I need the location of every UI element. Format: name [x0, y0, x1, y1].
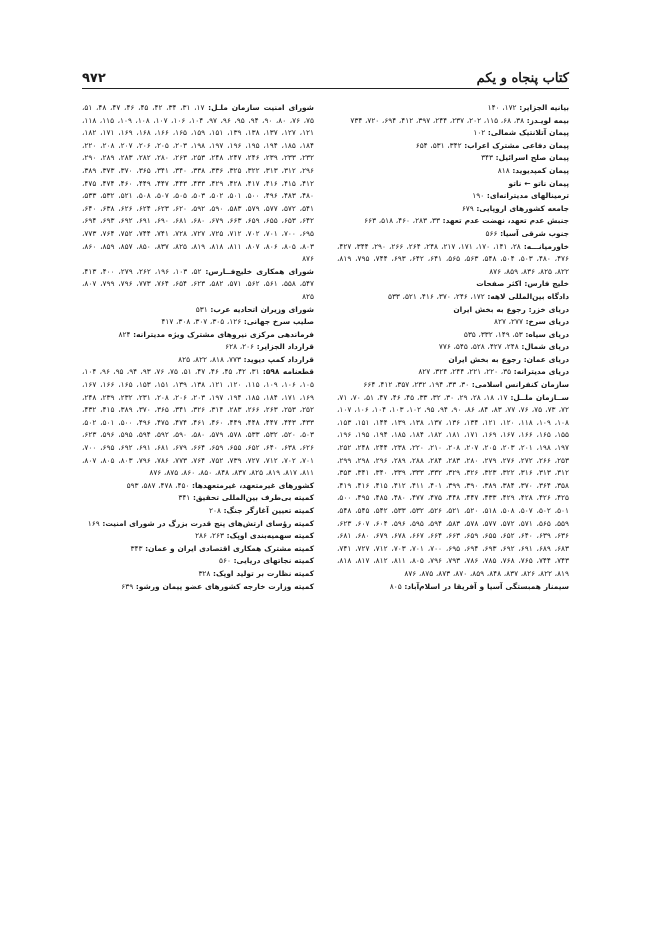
index-entry [337, 102, 569, 115]
index-entry [82, 354, 314, 367]
page-number: ۹۷۲ [82, 71, 106, 86]
index-page-numbers: ۳۸، ۶۸، ۱۱۵، ۲۰۲، ۲۳۷، ۲۴۴، ۳۹۷، ۴۱۲، ۶۹۴، ۷۲۰، ۷۳۴ [350, 115, 527, 125]
index-term: کمیته رؤسای ارتش‌های پنج قدرت بزرگ در شورای امنیت: [102, 518, 314, 528]
index-term: دریای مدیترانه: [513, 367, 569, 377]
index-entry [82, 568, 314, 581]
index-page-numbers: ۳۱، ۴۲، ۴۵، ۴۶، ۴۷، ۵۱، ۷۵، ۷۶، ۹۳، ۹۴، ۹۵، ۹۶، ۱۰۴، ۱۰۵، ۱۰۶، ۱۰۹، ۱۱۵، ۱۲۰، ۱۲۱، ۱۳۸، ۱۳۹، ۱۵۱، ۱۵۳، ۱۶۵، ۱۶۶، ۱۶۷، ۱۶۹، ۱۷۱، ۱۸۴، ۱۸۵، ۱۹۴، ۱۹۷، ۲۰۳، ۲۰۶، ۲۰۸، ۲۳۱، ۲۳۲، ۲۳۹، ۲۴۸، ۲۵۲، ۲۵۳، ۲۶۳، ۲۶۶، ۲۸۳، ۳۱۴، ۳۲۶، ۳۴۱، ۳۶۵، ۳۷۰، ۳۸۹، ۴۱۵، ۴۳۲، ۴۳۳، ۴۴۳، ۴۴۷، ۴۴۸، ۴۴۹، ۴۶۰، ۴۶۱، ۴۷۴، ۴۷۵، ۴۹۶، ۵۰۰، ۵۰۱، ۵۰۲، ۵۰۳، ۵۲۰، ۵۳۲، ۵۳۳، ۵۷۸، ۵۷۹، ۵۸۰، ۵۹۰، ۵۹۲، ۵۹۴، ۵۹۵، ۵۹۶، ۶۲۳، ۶۲۶، ۶۳۸، ۶۴۰، ۶۵۲، ۶۵۵، ۶۵۹، ۶۶۴، ۶۷۹، ۶۸۱، ۶۹۱، ۶۹۲، ۶۹۵، ۷۰۰، ۷۰۱، ۷۰۲، ۷۱۲، ۷۲۷، ۷۳۹، ۷۵۲، ۷۶۴، ۷۷۳، ۷۸۶، ۷۹۶، ۸۰۳، ۸۰۵، ۸۰۷، ۸۱۱، ۸۱۷، ۸۱۹، ۸۲۵، ۸۳۷، ۸۴۸، ۸۵۰، ۸۶۰، ۸۷۵، ۸۷۶ [82, 367, 314, 478]
index-entry [337, 215, 569, 228]
index-entry [337, 366, 569, 379]
index-term: پیمان آتلانتیک شمالی: [487, 128, 569, 138]
index-term: دریای سیاه: [525, 329, 569, 339]
index-term: سیمنار همبستگی آسیا و آفریقا در اسلام‌آباد: [404, 581, 569, 591]
index-entry [82, 555, 314, 568]
index-term: کمیته نجاتهای دریایی: [233, 556, 314, 566]
index-term: سازمان کنفرانس اسلامی: [471, 380, 569, 390]
index-term: قطعنامه ۵۹۸: [262, 367, 314, 377]
index-column-right [337, 102, 569, 593]
index-entry [337, 392, 569, 581]
index-entry [337, 190, 569, 203]
index-term: قرارداد الجزایر: [256, 342, 314, 352]
index-entry [82, 581, 314, 594]
index-term: بیانیه الجزایر: [519, 103, 569, 112]
index-term: کمیته مشترک همکاری اقتصادی ایران و عمان: [145, 543, 314, 553]
index-page-numbers: ۳۳، ۲۸۳، ۴۶۰، ۵۱۸، ۶۶۳ [364, 216, 443, 226]
index-entry [82, 480, 314, 493]
index-entry [337, 379, 569, 392]
index-page-numbers: ۳۴۲، ۵۳۱، ۶۵۴ [415, 140, 465, 150]
index-page-numbers: ۸۲۴ [118, 329, 134, 339]
index-page-numbers: ۲۰۸ [209, 506, 224, 515]
index-term: ترمینالهای مدیترانه‌ای: [486, 191, 569, 201]
index-page-numbers: ۲۷۷، ۸۲۷ [494, 317, 526, 327]
index-page-numbers: ۱۷۲، ۲۴۶، ۳۷۰، ۴۱۶، ۵۲۱، ۵۳۳ [387, 291, 488, 301]
index-entry [82, 102, 314, 266]
index-entry [337, 127, 569, 140]
index-term: خلیج فارس: اکثر صفحات [476, 279, 569, 289]
index-entry [82, 543, 314, 556]
index-columns [82, 102, 569, 593]
index-page-numbers: ۱۷۲، ۱۴۰ [487, 103, 520, 112]
index-page-numbers: ۵۶۶ [485, 228, 501, 238]
index-term: پیمان کمپدیوید: [512, 165, 569, 175]
page-header [82, 66, 569, 89]
index-term: بیمه لویـدز: [526, 115, 569, 125]
index-page-numbers: ۶۷۹ [461, 203, 477, 213]
index-term: جنوب شرقی آسیا: [500, 228, 569, 238]
index-term: شورای امنیت سازمان ملـل: [208, 103, 314, 112]
index-term: دریای سرخ: [525, 317, 569, 327]
index-page-numbers: ۳۴۳ [481, 153, 496, 163]
index-entry [337, 178, 569, 191]
index-entry [82, 505, 314, 518]
index-term: قرارداد کمپ دیوید: [243, 354, 314, 364]
index-term: ســازمان ملــل: [510, 392, 569, 402]
index-entry [82, 329, 314, 342]
index-page-numbers: ۳۴۱ [178, 493, 193, 503]
index-entry [337, 228, 569, 241]
index-page-numbers: ۱۷، ۳۱، ۳۴، ۴۲، ۴۵، ۴۶، ۴۷، ۴۸، ۵۱، ۷۵، ۷۶، ۸۰، ۹۰، ۹۴، ۹۵، ۹۶، ۹۷، ۱۰۴، ۱۰۶، ۱۰۷، ۱۰۸، ۱۰۹، ۱۱۵، ۱۱۸، ۱۲۱، ۱۲۷، ۱۳۷، ۱۳۸، ۱۳۹، ۱۵۱، ۱۵۹، ۱۶۵، ۱۶۶، ۱۶۸، ۱۶۹، ۱۷۱، ۱۸۲، ۱۸۴، ۱۸۵، ۱۹۴، ۱۹۵، ۱۹۶، ۱۹۷، ۱۹۸، ۲۰۳، ۲۰۵، ۲۰۶، ۲۰۷، ۲۰۸، ۲۲۰، ۲۳۲، ۲۳۳، ۲۳۹، ۲۴۶، ۲۴۷، ۲۴۸، ۲۵۳، ۲۶۳، ۲۸۰، ۲۸۲، ۲۸۳، ۲۸۹، ۲۹۰، ۲۹۶، ۳۱۲، ۳۱۳، ۳۲۲، ۳۲۵، ۳۳۶، ۳۳۸، ۳۴۰، ۳۴۱، ۳۶۵، ۳۷۰، ۳۷۳، ۳۸۹، ۴۱۲، ۴۱۵، ۴۱۶، ۴۱۷، ۴۲۸، ۴۲۹، ۴۳۳، ۴۴۳، ۴۴۷، ۴۴۹، ۴۶۰، ۴۷۴، ۴۷۵، ۴۸۰، ۴۸۳، ۴۹۶، ۵۰۰، ۵۰۱، ۵۰۲، ۵۰۳، ۵۰۵، ۵۰۷، ۵۰۸، ۵۲۱، ۵۳۲، ۵۳۳، ۵۴۱، ۵۷۲، ۵۷۷، ۵۷۹، ۵۸۳، ۵۹۰، ۵۹۲، ۶۲۰، ۶۲۳، ۶۲۴، ۶۲۶، ۶۳۸، ۶۴۰، ۶۴۲، ۶۵۳، ۶۵۵، ۶۵۹، ۶۶۳، ۶۷۹، ۶۸۰، ۶۸۱، ۶۹۰، ۶۹۱، ۶۹۲، ۶۹۳، ۶۹۴، ۶۹۵، ۷۰۰، ۷۰۱، ۷۰۲، ۷۱۲، ۷۲۵، ۷۲۷، ۷۲۸، ۷۴۱، ۷۴۴، ۷۵۲، ۷۶۴، ۷۷۳، ۸۰۳، ۸۰۵، ۸۰۶، ۸۰۷، ۸۱۱، ۸۱۸، ۸۱۹، ۸۲۵، ۸۳۷، ۸۵۰، ۸۵۷، ۸۵۹، ۸۶۰، ۸۷۶ [82, 103, 314, 264]
index-entry [337, 316, 569, 329]
index-page-numbers: ۷۷۳، ۸۱۸، ۸۲۲، ۸۲۵ [178, 354, 244, 364]
index-entry [82, 530, 314, 543]
index-term: کمیته سهمیه‌بندی اوپک: [226, 531, 314, 541]
index-page-numbers: ۲۸، ۱۴۱، ۱۷۰، ۱۷۱، ۲۱۷، ۲۴۸، ۲۶۴، ۲۶۶، ۲۹۰، ۳۴۴، ۴۲۷، ۴۷۶، ۴۸۰، ۵۰۳، ۵۰۴، ۵۴۸، ۵۶۳، ۵۶۵، ۶۴۱، ۶۴۲، ۶۹۳، ۷۴۴، ۷۹۵، ۸۱۹، ۸۲۲، ۸۲۵، ۸۳۶، ۸۵۹، ۸۷۶ [337, 241, 569, 276]
index-entry [337, 341, 569, 354]
index-entry [337, 203, 569, 216]
index-term: جنبش عدم تعهد، نهضت عدم تعهد: [442, 216, 569, 226]
book-title: کتاب پنجاه و یکم [476, 71, 569, 86]
index-entry [337, 165, 569, 178]
index-entry [337, 115, 569, 128]
index-page-numbers: ۱۶۹ [87, 518, 103, 528]
index-term: دادگاه بین‌المللی لاهه: [487, 291, 569, 301]
index-page-numbers: ۲۶۳، ۲۸۶ [195, 531, 227, 541]
index-page-numbers: ۵۳۱ [195, 304, 211, 314]
index-entry [337, 241, 569, 279]
index-entry [337, 140, 569, 153]
index-page-numbers: ۴۵۰، ۴۷۸، ۵۸۷، ۵۹۳ [126, 480, 193, 490]
index-term: فرماندهی مرکزی نیروهای مشترک ویژه مدیترانه: [133, 329, 314, 339]
index-page-numbers: ۸۰۵ [389, 581, 405, 591]
index-page-numbers: ۳۴۳ [130, 543, 146, 553]
index-entry [337, 581, 569, 594]
index-page-numbers: ۵۳، ۱۴۹، ۳۳۲، ۵۳۵ [463, 329, 526, 339]
index-entry [337, 278, 569, 291]
index-page-numbers: ۱۲۶، ۳۰۵، ۳۰۷، ۳۰۸، ۴۱۷ [161, 317, 244, 327]
index-column-left [82, 102, 314, 593]
index-entry [337, 304, 569, 317]
index-term: دریای عمان: رجوع به بخش ایران [448, 354, 569, 364]
index-term: کشورهای غیرمتعهد، غیرمتعهدها: [192, 480, 314, 490]
index-entry [337, 354, 569, 367]
index-entry [82, 316, 314, 329]
index-page-numbers: ۲۰۶، ۶۲۸ [225, 342, 257, 352]
index-entry [337, 291, 569, 304]
index-entry [82, 518, 314, 531]
index-term: دریای شمال: [521, 342, 569, 352]
index-entry [82, 492, 314, 505]
index-page-numbers: ۱۹۰ [472, 191, 487, 201]
index-page-numbers: ۲۴۸، ۴۲۷، ۵۲۸، ۵۴۵، ۷۷۶ [438, 342, 522, 352]
index-term: کمیته نظارت بر تولید اوپک: [213, 568, 314, 578]
index-page-numbers: ۳۲۸ [198, 568, 214, 578]
index-entry [337, 152, 569, 165]
index-term: خاورمیانـــه: [523, 241, 569, 251]
index-page-numbers: ۵۲، ۱۰۳، ۱۹۶، ۲۶۲، ۲۷۹، ۴۰۰، ۴۱۳، ۵۴۷، ۵۵۸، ۵۶۱، ۵۶۲، ۵۷۱، ۵۸۲، ۶۲۳، ۶۵۴، ۷۶۴، ۷۷۳، ۷۹۶، ۷۹۹، ۸۰۷، ۸۲۵ [82, 266, 314, 301]
index-page-numbers: ۶۳۹ [121, 581, 136, 591]
index-term: پیمان صلح اسرائیل: [495, 153, 569, 163]
index-term: شورای وزیران اتحادیه عرب: [210, 304, 314, 314]
index-page-numbers: ۳۵، ۲۲۰، ۲۲۱، ۲۴۴، ۳۲۴، ۸۲۷ [418, 367, 514, 377]
index-entry [82, 266, 314, 304]
index-term: دریای خزر: رجوع به بخش ایران [453, 304, 569, 314]
index-term: پیمان دفاعی مشترک اعراب: [464, 140, 569, 150]
index-page-numbers: ۸۱۸ [497, 165, 513, 175]
index-term: کمیته وزارت خارجه کشورهای عضو پیمان ورشو: [135, 581, 314, 591]
index-entry [337, 329, 569, 342]
index-page-numbers: ۳۰، ۳۳، ۱۹۴، ۲۳۲، ۳۵۷، ۴۱۲، ۶۶۴ [363, 380, 472, 390]
index-term: کمیته بی‌طرف بین‌المللی تحقیق: [192, 493, 314, 503]
index-entry [82, 304, 314, 317]
index-term: شورای همکاری خلیج‌فــارس: [205, 266, 314, 276]
index-entry [82, 366, 314, 479]
index-page-numbers: ۱۰۲ [473, 128, 488, 138]
index-term: صلیب سرخ جهانی: [243, 317, 314, 327]
index-term: کمیته تعیین آغازگر جنگ: [223, 506, 314, 515]
index-term: جامعه کشورهای اروپایی: [476, 203, 569, 213]
index-term: پیمان ناتو ← ناتو [508, 178, 569, 188]
index-page-numbers: ۵۶۰ [219, 556, 234, 566]
index-page-numbers: ۱۷، ۱۸، ۲۸، ۲۹، ۳۰، ۳۲، ۳۳، ۴۵، ۴۶، ۴۷، ۵۱، ۷۰، ۷۱، ۷۲، ۷۳، ۷۵، ۷۶، ۷۷، ۸۳، ۸۴، ۸۶، ۹۰، ۹۴، ۹۵، ۱۰۲، ۱۰۳، ۱۰۴، ۱۰۶، ۱۰۷، ۱۰۸، ۱۰۹، ۱۱۸، ۱۲۰، ۱۲۱، ۱۳۴، ۱۳۶، ۱۳۷، ۱۳۸، ۱۳۹، ۱۴۴، ۱۵۱، ۱۵۳، ۱۵۵، ۱۶۵، ۱۶۶، ۱۶۷، ۱۶۹، ۱۷۱، ۱۸۱، ۱۸۲، ۱۸۴، ۱۸۵، ۱۹۴، ۱۹۵، ۱۹۶، ۱۹۷، ۱۹۸، ۲۰۱، ۲۰۳، ۲۰۵، ۲۰۷، ۲۰۸، ۲۱۰، ۲۲۰، ۲۳۸، ۲۴۴، ۲۴۸، ۲۵۲، ۲۵۳، ۲۶۶، ۲۷۲، ۲۷۶، ۲۷۹، ۲۸۰، ۲۸۳، ۲۸۴، ۲۸۸، ۲۸۹، ۲۹۶، ۲۹۸، ۲۹۹، ۳۱۲، ۳۱۳، ۳۱۶، ۳۲۲، ۳۲۳، ۳۲۶، ۳۲۹، ۳۳۲، ۳۳۳، ۳۳۹، ۳۴۰، ۳۴۱، ۳۵۳، ۳۵۸، ۳۶۴، ۳۷۰، ۳۸۴، ۳۸۹، ۳۹۰، ۳۹۹، ۴۰۱، ۴۱۱، ۴۱۲، ۴۱۵، ۴۱۶، ۴۱۹، ۴۲۵، ۴۲۶، ۴۲۸، ۴۲۹، ۴۳۳، ۴۴۷، ۴۴۸، ۴۷۵، ۴۷۷، ۴۸۰، ۴۸۵، ۴۹۵، ۵۰۰، ۵۰۱، ۵۰۲، ۵۰۷، ۵۰۸، ۵۱۸، ۵۲۰، ۵۲۱، ۵۲۶، ۵۳۲، ۵۳۳، ۵۴۲، ۵۴۵، ۵۴۸، ۵۵۹، ۵۶۵، ۵۷۱، ۵۷۲، ۵۷۷، ۵۷۸، ۵۸۳، ۵۹۴، ۵۹۵، ۵۹۶، ۶۰۴، ۶۰۷، ۶۲۳، ۶۳۶، ۶۳۹، ۶۴۰، ۶۵۲، ۶۵۵، ۶۵۹، ۶۶۳، ۶۶۴، ۶۶۷، ۶۷۸، ۶۷۹، ۶۸۰، ۶۸۱، ۶۸۳، ۶۸۹، ۶۹۱، ۶۹۲، ۶۹۳، ۶۹۴، ۶۹۵، ۷۰۰، ۷۰۱، ۷۰۳، ۷۱۲، ۷۲۷، ۷۴۱، ۷۴۳، ۷۴۴، ۷۶۵، ۷۶۸، ۷۸۵، ۷۸۶، ۷۹۳، ۷۹۶، ۸۰۵، ۸۱۱، ۸۱۲، ۸۱۷، ۸۱۸، ۸۱۹، ۸۲۲، ۸۲۶، ۸۳۷، ۸۴۸، ۸۵۹، ۸۷۰، ۸۷۳، ۸۷۵، ۸۷۶ [337, 392, 569, 578]
index-entry [82, 341, 314, 354]
